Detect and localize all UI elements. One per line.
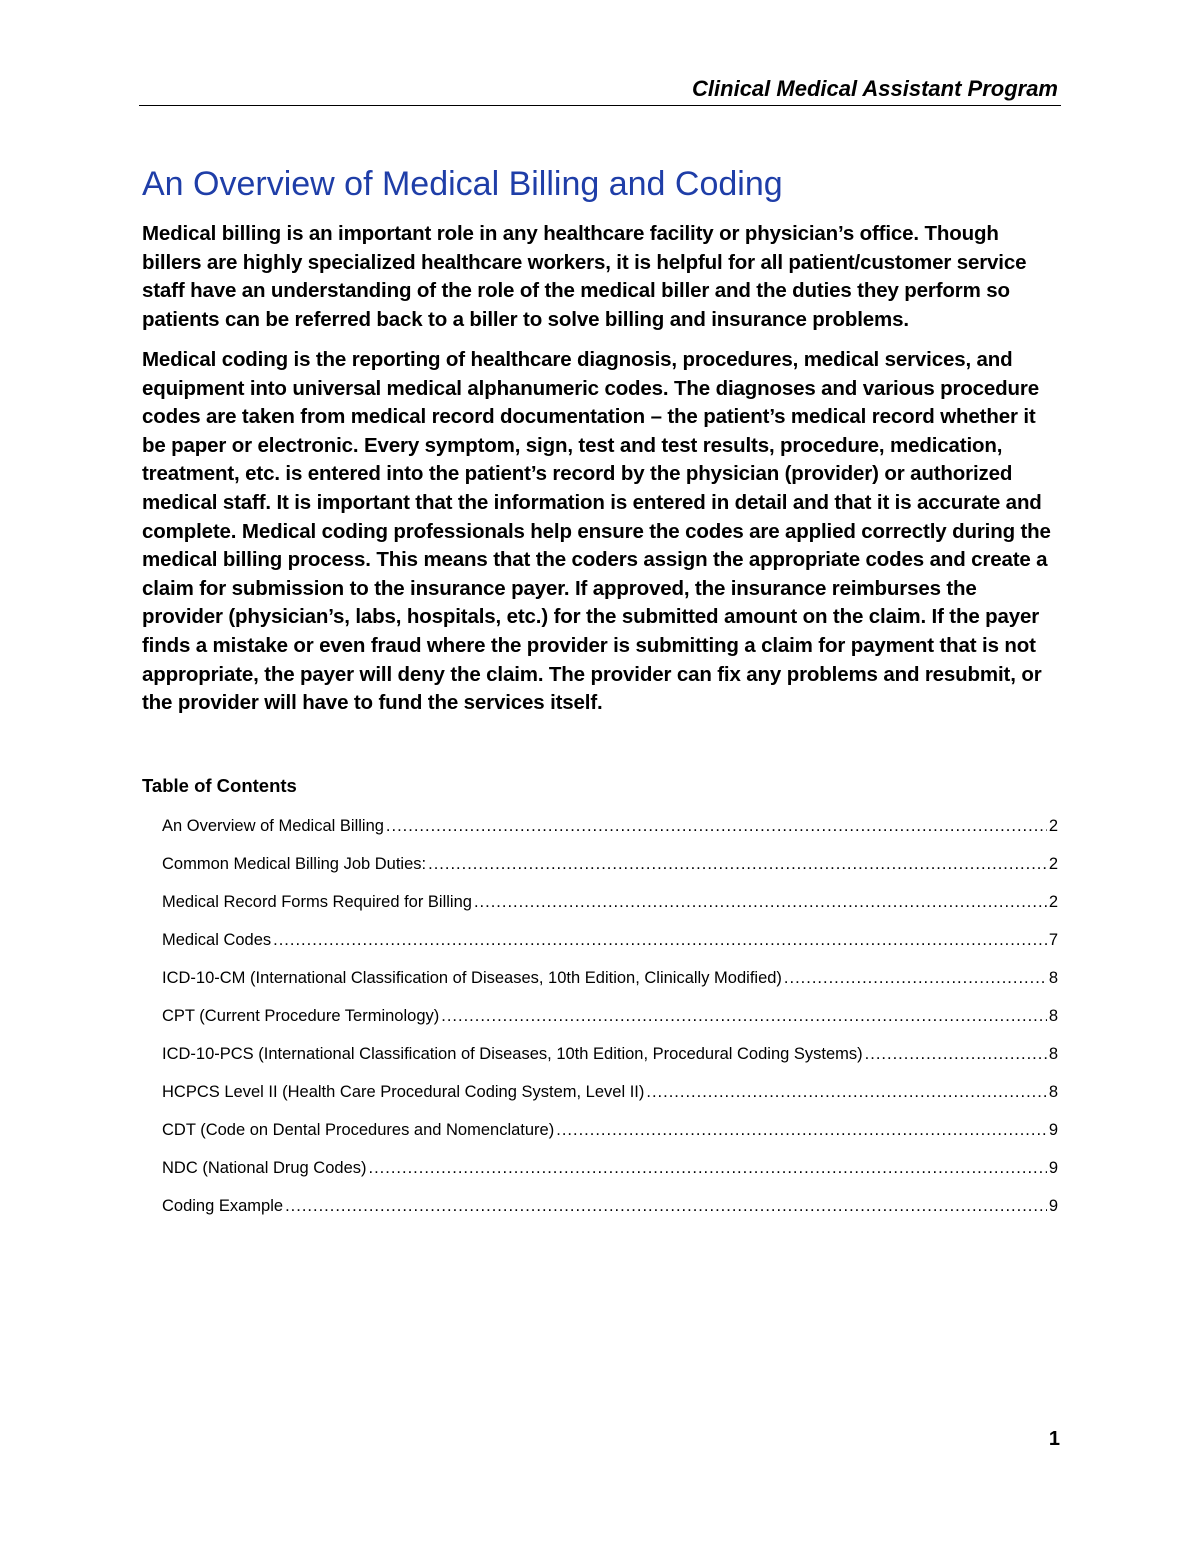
toc-entry-page: 8 [1048,969,1058,987]
table-of-contents [162,812,1058,1230]
toc-dot-leader [865,1040,1047,1068]
toc-entry-page: 2 [1048,893,1058,911]
toc-entry-title: HCPCS Level II (Health Care Procedural Coding System, Level II) [162,1083,645,1101]
toc-entry-page: 8 [1048,1083,1058,1101]
toc-dot-leader [556,1116,1047,1144]
page-number: 1 [1048,1428,1060,1450]
document-title: An Overview of Medical Billing and Coding [142,165,783,203]
toc-entry-title: An Overview of Medical Billing [162,817,384,835]
toc-entry-title: ICD-10-PCS (International Classification of Diseases, 10th Edition, Procedural Coding Systems) [162,1045,863,1063]
toc-entry[interactable] [162,1192,1058,1230]
toc-dot-leader [474,888,1047,916]
header-divider [139,105,1061,106]
toc-entry-page: 2 [1048,855,1058,873]
toc-dot-leader [285,1192,1047,1220]
toc-heading: Table of Contents [142,775,297,796]
toc-dot-leader [441,1002,1047,1030]
toc-entry[interactable] [162,964,1058,1002]
toc-dot-leader [273,926,1047,954]
toc-entry-page: 8 [1048,1045,1058,1063]
toc-entry[interactable] [162,926,1058,964]
toc-entry-page: 2 [1048,817,1058,835]
toc-entry-title: ICD-10-CM (International Classification of Diseases, 10th Edition, Clinically Modified) [162,969,782,987]
toc-entry[interactable] [162,1116,1058,1154]
toc-entry[interactable] [162,1002,1058,1040]
toc-entry-page: 9 [1048,1159,1058,1177]
toc-entry-page: 8 [1048,1007,1058,1025]
toc-entry-title: NDC (National Drug Codes) [162,1159,367,1177]
toc-entry-page: 9 [1048,1121,1058,1139]
intro-paragraph-coding: Medical coding is the reporting of healthcare diagnosis, procedures, medical services, and equipment into universal medical alphanumeric codes. The diagnoses and various procedure codes are taken from medical record documentation – the patient’s medical record whether it be paper or electronic. Every symptom, sign, test and test results, procedure, medication, treatment, etc. is entered into the patient’s record by the physician (provider) or authorized medical staff. It is important that the information is entered in detail and that it is accurate and complete. Medical coding professionals help ensure the codes are applied correctly during the medical billing process. This means that the coders assign the appropriate codes and create a claim for submission to the insurance payer. If approved, the insurance reimburses the provider (physician’s, labs, hospitals, etc.) for the submitted amount on the claim. If the payer finds a mistake or even fraud where the provider is submitting a claim for payment that is not appropriate, the payer will deny the claim. The provider can fix any problems and resubmit, or the provider will have to fund the services itself. [142,348,1051,715]
toc-entry-title: Common Medical Billing Job Duties: [162,855,427,873]
toc-entry[interactable] [162,850,1058,888]
toc-entry[interactable] [162,888,1058,926]
toc-dot-leader [386,812,1047,840]
toc-entry[interactable] [162,1078,1058,1116]
toc-entry[interactable] [162,1040,1058,1078]
intro-paragraph-billing: Medical billing is an important role in any healthcare facility or physician’s office. Though billers are highly specialized healthcare workers, it is helpful for all patient/customer service staff have an understanding of the role of the medical biller and the duties they perform so patients can be referred back to a biller to solve billing and insurance problems. [142,222,1027,331]
toc-dot-leader [646,1078,1046,1106]
toc-entry-title: Medical Record Forms Required for Billing [162,893,472,911]
toc-entry-title: Medical Codes [162,931,272,949]
toc-entry-title: CPT (Current Procedure Terminology) [162,1007,440,1025]
toc-entry[interactable] [162,1154,1058,1192]
toc-entry-page: 7 [1048,931,1058,949]
toc-entry[interactable] [162,812,1058,850]
toc-dot-leader [428,850,1047,878]
toc-entry-page: 9 [1048,1197,1058,1215]
toc-dot-leader [784,964,1047,992]
program-title: Clinical Medical Assistant Program [692,76,1058,101]
toc-dot-leader [369,1154,1047,1182]
toc-entry-title: CDT (Code on Dental Procedures and Nomenclature) [162,1121,555,1139]
toc-entry-title: Coding Example [162,1197,284,1215]
